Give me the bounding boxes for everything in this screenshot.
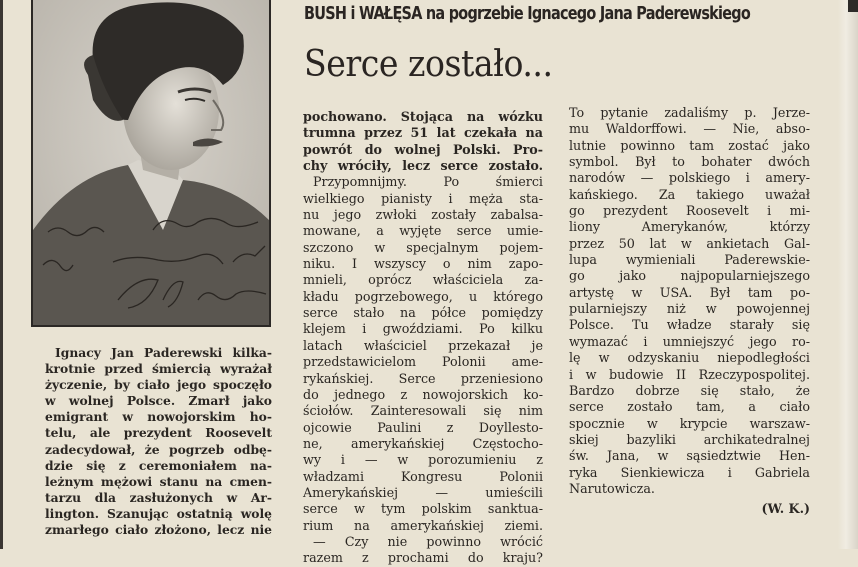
caption-line: życzenie, by ciało jego spoczęło: [45, 377, 272, 393]
body-line: lupa wymieniali Paderewskie-: [569, 252, 810, 268]
body-line: władzami Kongresu Polonii: [303, 468, 543, 484]
body-line: lę w odzyskaniu niepodległości: [569, 350, 810, 366]
scan-left-edge: [0, 0, 3, 549]
caption-line: zadecydował, że pogrzeb odbę-: [45, 441, 272, 457]
body-line: ściołów. Zainteresowali się nim: [303, 403, 543, 419]
body-line: Polsce. Tu władze starały się: [569, 317, 810, 333]
body-line: serce zostało tam, a ciało: [569, 399, 810, 415]
body-line: kładu pogrzebowego, u którego: [303, 288, 543, 304]
body-line: św. Jana, w sąsiedztwie Hen-: [569, 448, 810, 464]
body-line: pularniejszy niż w powojennej: [569, 301, 810, 317]
article-column-2: [303, 109, 543, 567]
article-kicker: BUSH i WAŁĘSA na pogrzebie Ignacego Jana Paderewskiego: [304, 4, 751, 24]
caption-line: w wolnej Polsce. Zmarł jako: [45, 393, 272, 409]
caption-line: zmarłego ciało złożono, lecz nie: [45, 522, 272, 538]
body-line: lutnie powinno tam zostać jako: [569, 137, 810, 153]
photo-caption: [45, 345, 272, 538]
body-line: skiej bazyliki archikatedralnej: [569, 431, 810, 447]
body-line: mnieli, oprócz właściciela za-: [303, 272, 543, 288]
caption-line: leżnym mężowi stanu na cmen-: [45, 473, 272, 489]
body-line: kańskiego. Za takiego uważał: [569, 186, 810, 202]
body-line: wy i — w porozumieniu z: [303, 452, 543, 468]
body-line: Amerykańskiej — umieścili: [303, 484, 543, 500]
lead-line: trumna przez 51 lat czekała na: [303, 125, 543, 141]
body-line: To pytanie zadaliśmy p. Jerze-: [569, 105, 810, 120]
body-line: serce stało na półce pomiędzy: [303, 305, 543, 321]
caption-line: emigrant w nowojorskim ho-: [45, 409, 272, 425]
body-line: wymazać i umniejszyć jego ro-: [569, 333, 810, 349]
portrait-image: [33, 0, 269, 327]
lead-line: pochowano. Stojąca na wózku: [303, 109, 543, 124]
body-line: ne, amerykańskiej Częstocho-: [303, 435, 543, 451]
caption-line: telu, ale prezydent Roosevelt: [45, 425, 272, 441]
article-column-3: [569, 105, 810, 518]
caption-line: dzie się z ceremoniałem na-: [45, 457, 272, 473]
body-line: nu jego zwłoki zostały zabalsa-: [303, 207, 543, 223]
body-line: do jednego z nowojorskich ko-: [303, 386, 543, 402]
body-line: przez 50 lat w ankietach Gal-: [569, 235, 810, 251]
body-line: Bardzo dobrze się stało, że: [569, 382, 810, 398]
body-line: przedstawicielom Polonii ame-: [303, 354, 543, 370]
body-line: i w budowie II Rzeczypospolitej.: [569, 366, 810, 382]
body-line: go jako najpopularniejszego: [569, 268, 810, 284]
scan-corner-mark: [848, 0, 858, 12]
lead-line: powrót do wolnej Polski. Pro-: [303, 141, 543, 157]
body-line: artystę w USA. Był tam po-: [569, 284, 810, 300]
article-headline: Serce zostało...: [304, 44, 553, 85]
body-line: Przypomnijmy. Po śmierci: [313, 174, 543, 190]
body-line: liony Amerykanów, którzy: [569, 219, 810, 235]
body-line: narodów — polskiego i amery-: [569, 170, 810, 186]
body-line: mu Waldorffowi. — Nie, abso-: [569, 121, 810, 137]
caption-line: tarzu dla zasłużonych w Ar-: [45, 489, 272, 505]
body-line: symbol. Był to bohater dwóch: [569, 154, 810, 170]
caption-line: Ignacy Jan Paderewski kilka-: [55, 345, 272, 360]
body-line: Narutowicza.: [569, 480, 655, 496]
caption-line: lington. Szanując ostatnią wolę: [45, 505, 272, 521]
body-line: ojcowie Paulini z Doyllesto-: [303, 419, 543, 435]
scan-right-edge: [838, 0, 858, 549]
body-line: mowane, a wyjęte serce umie-: [303, 223, 543, 239]
lead-line: chy wróciły, lecz serce zostało.: [303, 158, 543, 174]
body-line: szczono w specjalnym pojem-: [303, 239, 543, 255]
body-line: latach właściciel przekazał je: [303, 337, 543, 353]
body-line: go prezydent Roosevelt i mi-: [569, 203, 810, 219]
caption-line: krotnie przed śmiercią wyrażał: [45, 361, 272, 377]
body-line: niku. I wszyscy o nim zapo-: [303, 256, 543, 272]
body-line: razem z prochami do kraju?: [303, 550, 543, 566]
body-line: serce w tym polskim sanktua-: [303, 501, 543, 517]
body-line: wielkiego pianisty i męża sta-: [303, 190, 543, 206]
byline: (W. K.): [761, 501, 810, 517]
body-line: rykańskiej. Serce przeniesiono: [303, 370, 543, 386]
body-line: klejem i gwoździami. Po kilku: [303, 321, 543, 337]
body-line: ryka Sienkiewicza i Gabriela: [569, 464, 810, 480]
portrait-photo: [31, 0, 271, 327]
body-line: spocznie w krypcie warszaw-: [569, 415, 810, 431]
body-line: — Czy nie powinno wrócić: [313, 533, 543, 549]
body-line: rium na amerykańskiej ziemi.: [303, 517, 543, 533]
